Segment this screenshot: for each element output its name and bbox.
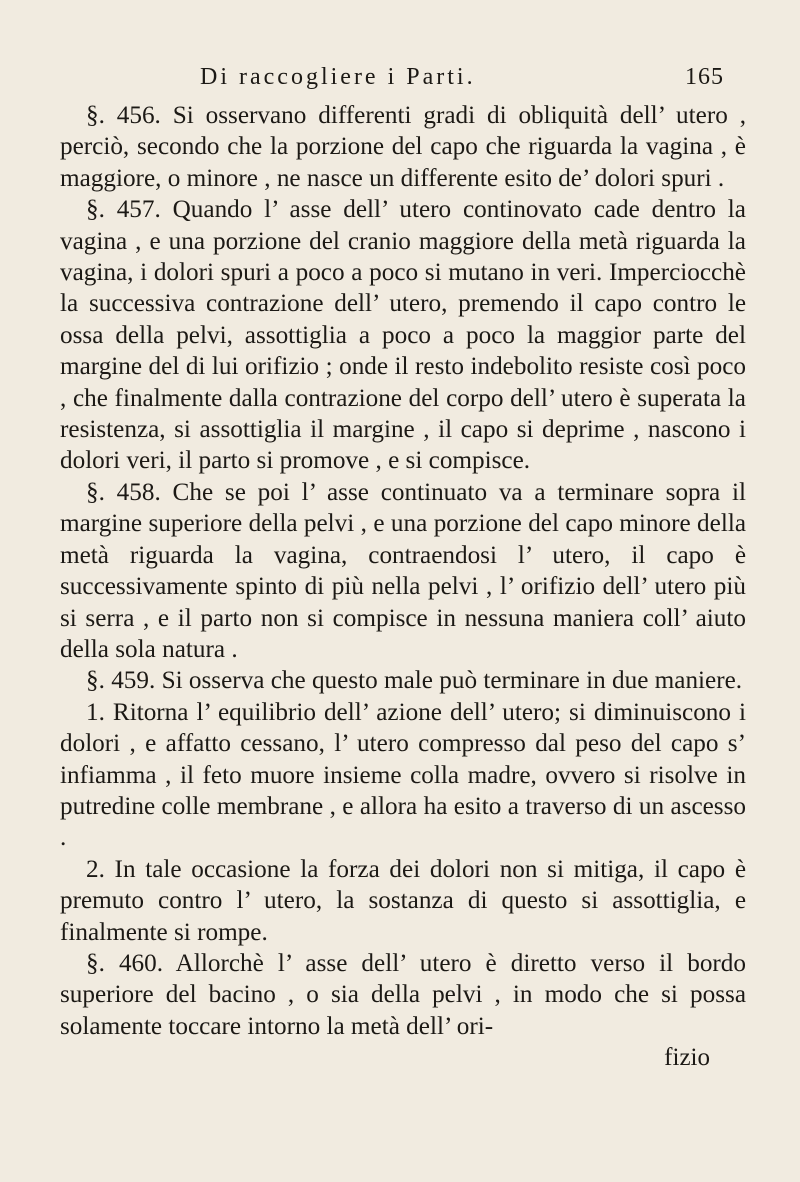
paragraph-456: §. 456. Si osservano differenti gradi di obliquità dell’ utero , perciò, secondo che la porzione del capo che riguarda la vagina , è maggiore, o minore , ne nasce un differente esito de’ dolori spuri . — [60, 102, 746, 192]
running-head — [60, 64, 746, 100]
paragraph-459: §. 459. Si osserva che questo male può terminare in due maniere. — [86, 667, 743, 695]
page-number: 165 — [685, 64, 724, 90]
paragraph-460: §. 460. Allorchè l’ asse dell’ utero è diretto verso il bordo superiore del bacino , o sia della pelvi , in modo che si possa solamente toccare intorno la metà dell’ ori- — [60, 949, 746, 1040]
body-text — [60, 100, 746, 1073]
running-head-title: Di raccogliere i Parti. — [200, 64, 476, 90]
paragraph-459-item-1: 1. Ritorna l’ equilibrio dell’ azione dell’ utero; si diminuiscono i dolori , e affatto cessano, l’ utero compresso dal peso del capo s’ infiamma , il feto muore insieme colla madre, ovvero si risolve in putredine colle membrane , e allora ha esito a traverso di un ascesso . — [60, 698, 746, 852]
paragraph-458: §. 458. Che se poi l’ asse continuato va a terminare sopra il margine superiore della pelvi , e una porzione del capo minore della metà riguarda la vagina, contraendosi l’ utero, il capo è successivamente spinto di più nella pelvi , l’ orifizio dell’ utero più si serra , e il parto non si compisce in nessuna maniera coll’ aiuto della sola natura . — [60, 478, 746, 663]
catchword: fizio — [664, 1044, 710, 1072]
paragraph-457: §. 457. Quando l’ asse dell’ utero continovato cade dentro la vagina , e una porzione del cranio maggiore della metà riguarda la vagina, i dolori spuri a poco a poco si mutano in veri. Imperciocchè la successiva contrazione dell’ utero, premendo il capo contro le ossa della pelvi, assottiglia a poco a poco la maggior parte del margine del di lui orifizio ; onde il resto indebolito resiste così poco , che finalmente dalla contrazione del corpo dell’ utero è superata la resistenza, si assottiglia il margine , il capo si deprime , nascono i dolori veri, il parto si promove , e si compisce. — [60, 196, 746, 475]
paragraph-459-item-2: 2. In tale occasione la forza dei dolori non si mitiga, il capo è premuto contro l’ utero, la sostanza di questo si assottiglia, e finalmente si rompe. — [60, 855, 746, 946]
